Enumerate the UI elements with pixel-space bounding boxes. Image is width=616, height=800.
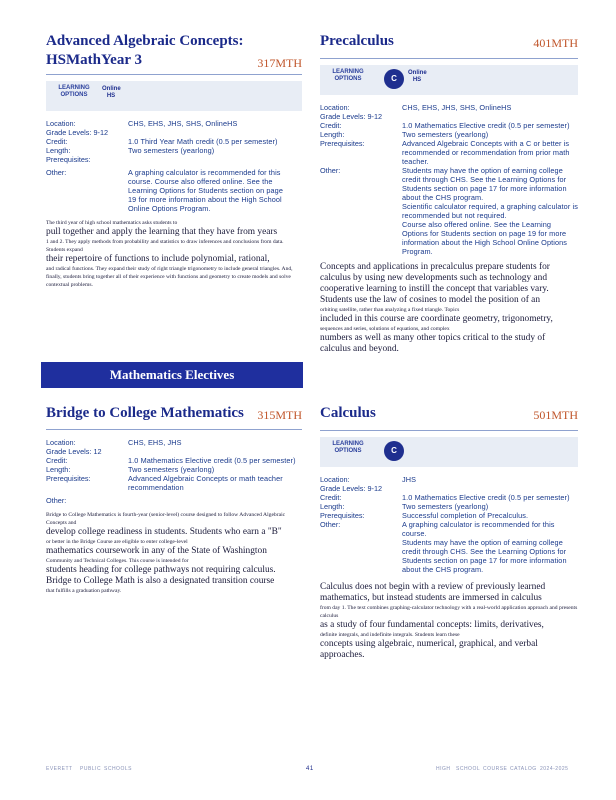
course-title: Bridge to College Mathematics: [46, 405, 244, 421]
course-code: 501MTH: [533, 408, 578, 422]
chs-logo-icon: C: [384, 69, 404, 89]
page-number: 41: [306, 766, 314, 772]
chs-logo-icon: C: [384, 441, 404, 461]
course-info: Location: JHS Grade Levels: 9-12 Credit: 1.0 Mathematics Elective credit (0.5 per semester) Length: Two semesters (yearlong) Prerequisites: Successful completion of Precalculus. Other: A graphing calculator is recommended for this course. Students may have the option of earning college credit through CHS. See the Learning Options for Students section on page 17 for more information about the CHS program.: [320, 475, 570, 574]
divider: [46, 429, 302, 430]
online-hs-icon: Online HS: [408, 70, 427, 83]
course-description: The third year of high school mathematics asks students to pull together and apply the learning that they have from years 1 and 2. They apply methods from probability and statistics to draw inferences and conclusions from data. Students expand their repertoire of functions to include polynomial, rational, and radical functions. They expand their study of right triangle trigonometry to include general triangles. And, finally, students bring together all of their experience with functions and geometry to create models and solve contextual problems.: [46, 220, 293, 288]
course-code: 317MTH: [257, 56, 302, 70]
course-advanced-algebraic: [46, 32, 302, 289]
learning-options-box: [320, 437, 578, 467]
course-bridge-college: [46, 404, 302, 595]
course-description: Concepts and applications in precalculus prepare students for calculus by using new developments such as technology and cooperative learning to instill the concept that variables vary. Students use the law of cosines to model the position of an orbiting satellite, rather than analyzing a fixed triangle. Topics included in this course are coordinate geometry, trigonometry, sequences and series, solutions of equations, and complex numbers as well as many other topics critical to the study of calculus and beyond.: [320, 262, 553, 354]
divider: [320, 430, 578, 431]
course-code: 401MTH: [533, 36, 578, 50]
course-info: Location: CHS, EHS, JHS, SHS, OnlineHS Grade Levels: 9-12 Credit: 1.0 Third Year Math credit (0.5 per semester) Length: Two semesters (yearlong) Prerequisites: Other: A graphing calculator is recommended for this course. Course also offered online. See the Learning Options for Students section on page 19 for more information about the High School Online Options Program.: [46, 119, 283, 213]
course-description: Bridge to College Mathematics is fourth-year (senior-level) course designed to follow Advanced Algebraic Concepts and develop college readiness in students. Students who earn a "B" or better in the Bridge Course are eligible to enter college-level mathematics coursework in any of the State of Washington Community and Technical Colleges. This course is intended for students heading for college pathways not requiring calculus. Bridge to College Math is also a designated transition course that fulfills a graduation pathway.: [46, 512, 286, 594]
course-code: 315MTH: [257, 408, 302, 422]
divider: [320, 58, 578, 59]
learning-options-label: LEARNING OPTIONS: [332, 69, 364, 82]
divider: [46, 74, 302, 75]
learning-options-label: LEARNING OPTIONS: [332, 441, 364, 454]
learning-options-box: [320, 65, 578, 95]
course-precalculus: [320, 32, 578, 355]
learning-options-label: LEARNING OPTIONS: [58, 85, 90, 98]
online-hs-icon: Online HS: [102, 86, 121, 99]
course-calculus: [320, 404, 578, 661]
course-info: Location: CHS, EHS, JHS, SHS, OnlineHS Grade Levels: 9-12 Credit: 1.0 Mathematics Elective credit (0.5 per semester) Length: Two semesters (yearlong) Prerequisites: Advanced Algebraic Concepts with a C or better is recommended or recommendation from prior math teacher. Other: Students may have the option of earning college credit through CHS. See the Learning Options for Students section on page 17 for more information about the CHS program. Scientific calculator required, a graphing calculator is recommended but not required. Course also offered online. See the Learning Options for Students section on page 19 for more information about the High School Online Options Program.: [320, 103, 578, 256]
course-title: Precalculus: [320, 33, 394, 49]
section-band: Mathematics Electives: [41, 362, 303, 388]
course-info: Location: CHS, EHS, JHS Grade Levels: 12 Credit: 1.0 Mathematics Elective credit (0.5 per semester) Length: Two semesters (yearlong) Prerequisites: Advanced Algebraic Concepts or math teacher recommendation Other:: [46, 438, 296, 505]
course-title: Advanced Algebraic Concepts: HSMathYear 3: [46, 33, 244, 68]
learning-options-box: [46, 81, 302, 111]
course-description: Calculus does not begin with a review of previously learned mathematics, but instead students are immersed in calculus from day 1. The text combines graphing-calculator technology with a real-world application approach and presents calculus as a study of four fundamental concepts: limits, derivatives, definite integrals, and indefinite integrals. Students learn these concepts using algebraic, numerical, graphical, and verbal approaches.: [320, 582, 578, 660]
course-title: Calculus: [320, 405, 376, 421]
